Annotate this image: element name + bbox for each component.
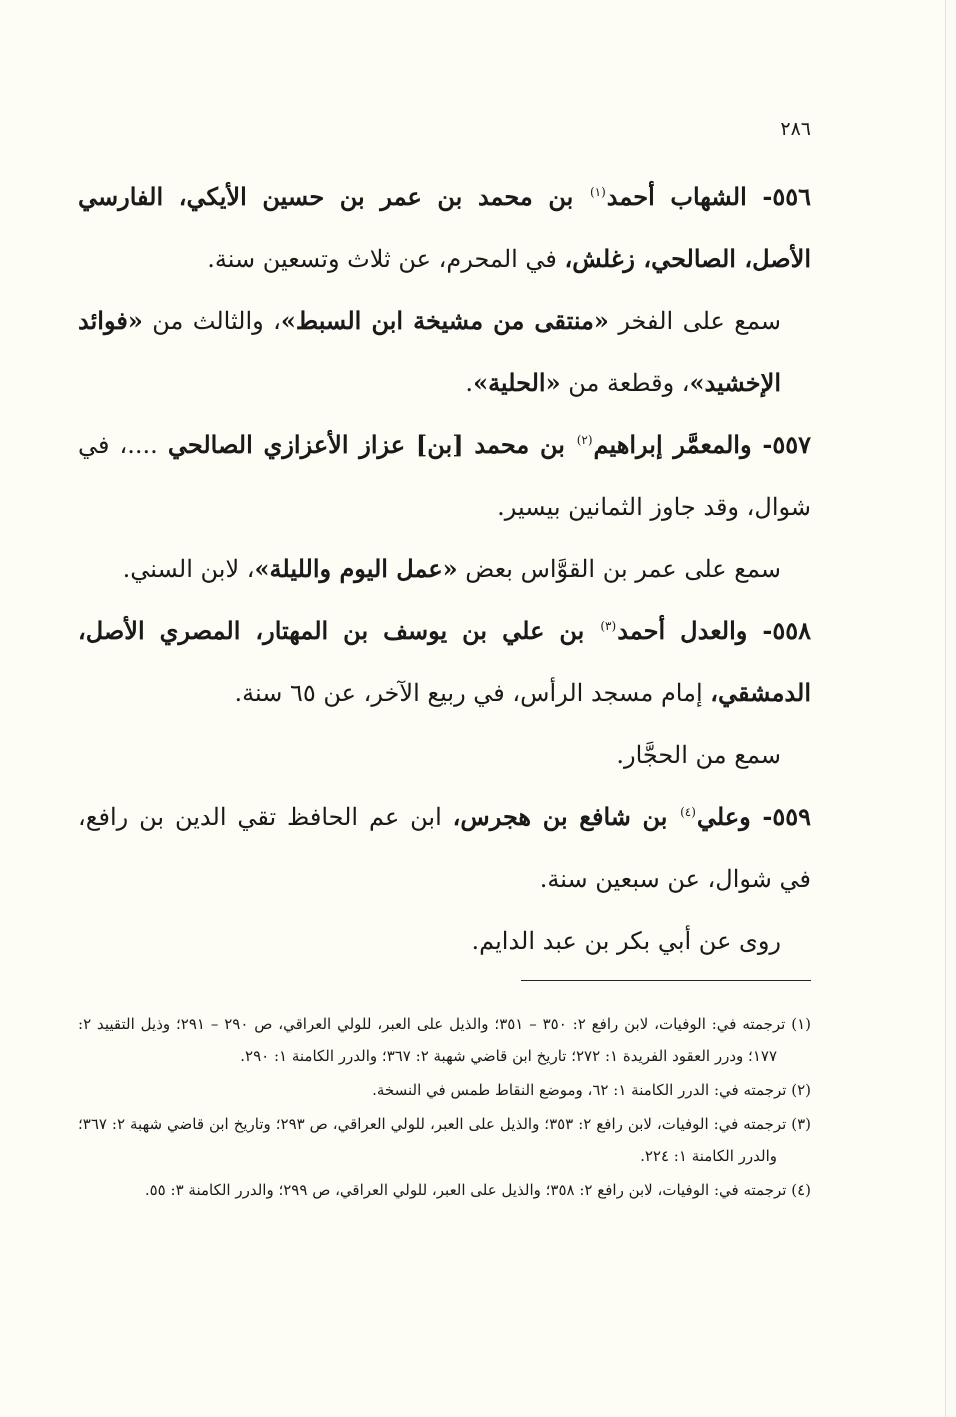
footnote-1: (١) ترجمته في: الوفيات، لابن رافع ٢: ٣٥٠ – ٣٥١؛ والذيل على العبر، للولي العراقي، ص ٢٩٠ – ٢٩١؛ وذيل التقييد ٢: ١٧٧؛ ودرر العقود الفريدة ١: ٢٧٢؛ تاريخ ابن قاضي شهبة ٢: ٣٦٧؛ والدرر الكامنة ١: ٢٩٠. [78, 1015, 811, 1065]
footnote-divider [521, 980, 811, 981]
entry-558 [78, 600, 811, 724]
text-span: سمع على الفخر [608, 307, 781, 335]
footnote-ref[interactable]: (٢) [576, 433, 593, 447]
text-span: ، والثالث من [142, 307, 281, 335]
entry-title: ٥٥٧- والمعمَّر إبراهيم [593, 430, 811, 459]
page-number: ٢٨٦ [780, 118, 811, 140]
entry-558-hearing [78, 724, 811, 786]
entry-556 [78, 166, 811, 290]
text-span: سمع من الحجَّار. [616, 741, 781, 769]
footnote-ref[interactable]: (٣) [600, 619, 617, 633]
footnote-ref[interactable]: (١) [589, 185, 606, 199]
text-span: سمع على عمر بن القوَّاس بعض [457, 555, 781, 583]
footnote-ref[interactable]: (٤) [680, 805, 696, 819]
footnote-2: (٢) ترجمته في: الدرر الكامنة ١: ٦٢، وموضع النقاط طمس في النسخة. [372, 1081, 811, 1099]
footnotes [78, 1008, 811, 1208]
text-span: ، لابن السني. [122, 555, 255, 583]
entry-557 [78, 414, 811, 538]
footnote-3: (٣) ترجمته في: الوفيات، لابن رافع ٢: ٣٥٣؛ والذيل على العبر، للولي العراقي، ص ٢٩٣؛ وتاريخ ابن قاضي شهبة ٢: ٣٦٧؛ والدرر الكامنة ١: ٢٢٤. [78, 1115, 812, 1165]
entry-text: إمام مسجد الرأس، في ربيع الآخر، عن ٦٥ سنة. [234, 679, 711, 707]
entry-559-hearing [78, 910, 811, 972]
entry-title-cont: بن علي بن يوسف بن المهتار، المصري الأصل، الدمشقي، [78, 616, 811, 707]
main-text [78, 166, 811, 972]
text-span: روى عن أبي بكر بن عبد الدايم. [471, 927, 781, 955]
entry-title-cont: بن محمد بن عمر بن حسين الأيكي، الفارسي الأصل، الصالحي، زغلش، [78, 182, 811, 273]
entry-556-hearing [78, 290, 811, 414]
book-title: «الحلية» [473, 368, 561, 397]
entry-557-hearing [78, 538, 811, 600]
entry-title: ٥٥٩- وعلي [696, 802, 812, 831]
entry-title: ٥٥٨- والعدل أحمد [617, 616, 811, 645]
entry-text: في المحرم، عن ثلاث وتسعين سنة. [207, 245, 565, 273]
book-title: «فوائد الإخشيد» [78, 306, 781, 397]
text-span: . [465, 369, 474, 397]
entry-text: ....، في شوال، وقد جاوز الثمانين بيسير. [78, 431, 811, 521]
entry-title-cont: بن شافع بن هجرس، [452, 802, 680, 831]
book-title: «عمل اليوم والليلة» [254, 554, 458, 583]
book-title: «منتقى من مشيخة ابن السبط» [280, 306, 609, 335]
entry-text: ابن عم الحافظ تقي الدين بن رافع، في شوال، عن سبعين سنة. [78, 803, 811, 893]
footnote-4: (٤) ترجمته في: الوفيات، لابن رافع ٢: ٣٥٨؛ والذيل على العبر، للولي العراقي، ص ٢٩٩؛ والدرر الكامنة ٣: ٥٥. [144, 1181, 811, 1199]
entry-title-cont: بن محمد [بن] عزاز الأعزازي الصالحي [167, 430, 576, 459]
text-span: ، وقطعة من [560, 369, 690, 397]
entry-title: ٥٥٦- الشهاب أحمد [606, 182, 811, 211]
entry-559 [78, 786, 811, 910]
